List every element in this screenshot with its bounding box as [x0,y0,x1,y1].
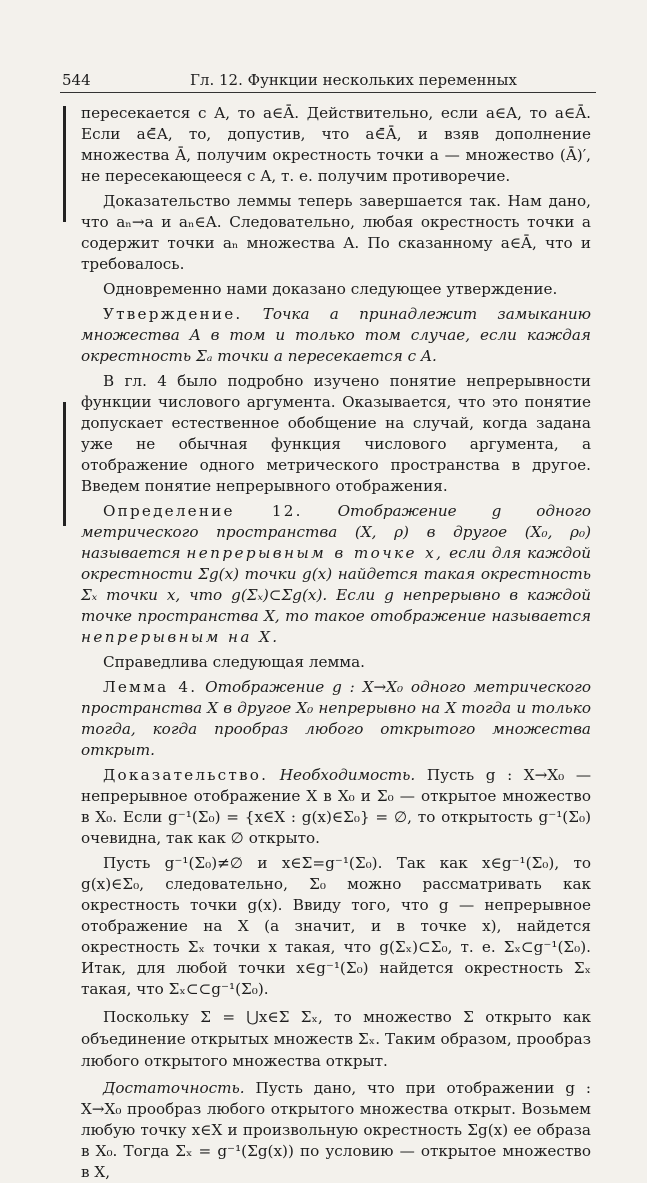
definition-term: непрерывным в точке x, [186,544,444,562]
paragraph: Справедлива следующая лемма. [103,653,365,671]
statement [81,304,591,367]
proof-case-text: Пусть g⁻¹(Σ₀)≠∅ и x∈Σ=g⁻¹(Σ₀). Так как x∈g⁻¹(Σ₀), то [103,854,591,872]
proof-case-cont: g(x)∈Σ₀, следовательно, Σ₀ можно рассматривать как окрестность точки g(x). Ввиду того, что g — непрерывное отображение на X (а значит, и в точке x), найдется окрестность Σₓ точки x такая, что g(Σₓ)⊂Σ₀, т. е. Σₓ⊂g⁻¹(Σ₀). Итак, для любой точки x∈g⁻¹(Σ₀) найдется окрестность Σₓ такая, что Σₓ⊂⊂g⁻¹(Σ₀). [81,875,591,998]
page-body [81,103,591,1183]
definition-text: Отображение g одного метрического пространства (X, ρ) в другое (X₀, ρ₀) называется [81,502,591,562]
proof-sufficiency [81,1078,591,1183]
definition [81,501,591,648]
proof-case [81,853,591,1000]
margin-marker [63,402,66,526]
margin-marker [63,106,66,222]
sufficiency-label: Достаточность. [103,1079,245,1097]
proof-label: Доказательство. [103,766,269,784]
definition-label: Определение 12. [103,502,303,520]
paragraph: Доказательство леммы теперь завершается так. Нам дано, что aₙ→a и aₙ∈A. Следовательно, любая окрестность точки a содержит точки aₙ множества A. По сказанному a∈Ā, что и требовалось. [81,192,591,273]
statement-label: Утверждение. [103,305,243,323]
necessity-text: Пусть g : X→X₀ — непрерывное отображение X в X₀ и Σ₀ — открытое множество в X₀. Если g⁻¹(Σ₀) = {x∈X : g(x)∈Σ₀} = ∅, то открытость g⁻¹(Σ₀) очевидна, так как ∅ открыто. [81,766,592,847]
lemma-text: Отображение g : X→X₀ одного метрического пространства X в другое X₀ непрерывно на X тогда и только тогда, когда прообраз любого открытого множества открыт. [81,678,591,759]
lemma [81,677,591,761]
proof-necessity [81,765,591,849]
running-title: Гл. 12. Функции нескольких переменных [190,71,517,89]
paragraph: пересекается с A, то a∈Ā. Действительно, если a∈A, то a∈Ā. Если a∈̄A, то, допустив, что a∈̄Ā, и взяв дополнение множества Ā, получим окрестность точки a — множество (Ā)′, не пересекающееся с A, т. е. получим противоречие. [81,104,591,185]
statement-text: Точка a принадлежит замыканию множества A в том и только том случае, если каждая окрестность Σₐ точки a пересекается с A. [81,305,592,365]
header-rule [60,92,596,93]
definition-text: если для каждой окрестности Σg(x) точки g(x) найдется такая окрестность Σₓ точки x, что g(Σₓ)⊂Σg(x). Если g непрерывно в каждой точке пространства X, то такое отображение называется [81,544,592,625]
paragraph: Поскольку Σ = ⋃x∈Σ Σₓ, то множество Σ открыто как объединение открытых множеств Σₓ. Таким образом, прообраз любого открытого множества открыт. [81,1008,591,1070]
sufficiency-text: Пусть дано, что при отображении g : X→X₀ прообраз любого открытого множества открыт. Возьмем любую точку x∈X и произвольную окрестность Σg(x) ее образа в X₀. Тогда Σₓ = g⁻¹(Σg(x)) по условию — открытое множество в X, [81,1079,592,1181]
paragraph: В гл. 4 было подробно изучено понятие непрерывности функции числового аргумента. Оказывается, что это понятие допускает естественное обобщение на случай, когда задана уже не обычная функция числового аргумента, а отображение одного метрического пространства в другое. Введем понятие непрерывного отображения. [81,372,591,495]
necessity-label: Необходимость. [279,766,416,784]
page-number: 544 [62,71,91,89]
definition-term: непрерывным на X. [81,628,280,646]
paragraph: Одновременно нами доказано следующее утверждение. [103,280,558,298]
lemma-label: Лемма 4. [103,678,198,696]
